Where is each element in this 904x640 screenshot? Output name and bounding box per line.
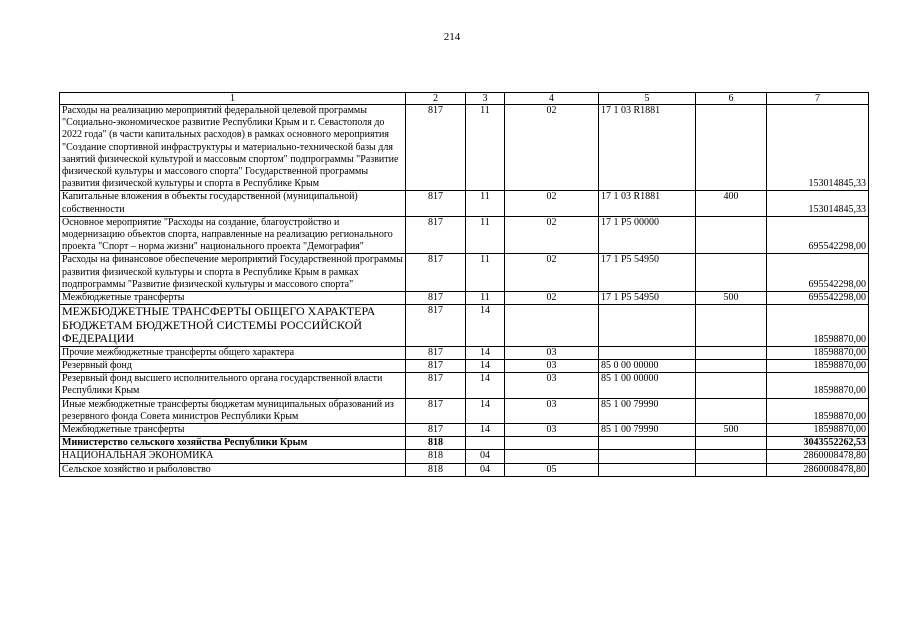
- description-cell: Резервный фонд: [60, 359, 406, 372]
- amount-cell: 18598870,00: [767, 423, 869, 436]
- section-cell: 14: [466, 346, 505, 359]
- subsection-cell: 02: [505, 216, 599, 254]
- subsection-cell: [505, 305, 599, 347]
- table-row: [60, 373, 869, 398]
- subsection-cell: 03: [505, 359, 599, 372]
- expense-type-cell: 500: [696, 292, 767, 305]
- description-cell: Расходы на финансовое обеспечение мероприятий Государственной программы развития физической культуры и спорта в Республике Крым в рамках подпрограммы "Развитие физической культуры и массового спорта": [60, 254, 406, 292]
- header-cell: 7: [767, 93, 869, 105]
- target-article-cell: [599, 437, 696, 450]
- expense-type-cell: [696, 437, 767, 450]
- description-cell: МЕЖБЮДЖЕТНЫЕ ТРАНСФЕРТЫ ОБЩЕГО ХАРАКТЕРА БЮДЖЕТАМ БЮДЖЕТНОЙ СИСТЕМЫ РОССИЙСКОЙ ФЕДЕРАЦИИ: [60, 305, 406, 347]
- ministry-code-cell: 817: [406, 191, 466, 216]
- table-row: [60, 359, 869, 372]
- amount-cell: 18598870,00: [767, 346, 869, 359]
- expense-type-cell: [696, 398, 767, 423]
- expense-type-cell: 400: [696, 191, 767, 216]
- section-cell: 14: [466, 305, 505, 347]
- table-row: [60, 216, 869, 254]
- subsection-cell: 03: [505, 346, 599, 359]
- ministry-code-cell: 817: [406, 423, 466, 436]
- header-cell: 6: [696, 93, 767, 105]
- expense-type-cell: [696, 450, 767, 463]
- description-cell: Сельское хозяйство и рыболовство: [60, 463, 406, 476]
- amount-cell: 2860008478,80: [767, 463, 869, 476]
- section-cell: 14: [466, 359, 505, 372]
- header-cell: 1: [60, 93, 406, 105]
- table-row: [60, 105, 869, 191]
- description-cell: Министерство сельского хозяйства Республики Крым: [60, 437, 406, 450]
- amount-cell: 18598870,00: [767, 373, 869, 398]
- expense-type-cell: [696, 359, 767, 372]
- ministry-code-cell: 817: [406, 346, 466, 359]
- section-cell: 14: [466, 373, 505, 398]
- subsection-cell: [505, 450, 599, 463]
- section-cell: 11: [466, 216, 505, 254]
- subsection-cell: 02: [505, 292, 599, 305]
- expense-type-cell: [696, 373, 767, 398]
- target-article-cell: 85 1 00 79990: [599, 398, 696, 423]
- ministry-code-cell: 818: [406, 450, 466, 463]
- table-row: [60, 191, 869, 216]
- table-row: [60, 398, 869, 423]
- subsection-cell: [505, 437, 599, 450]
- ministry-code-cell: 817: [406, 216, 466, 254]
- target-article-cell: [599, 346, 696, 359]
- expense-type-cell: [696, 305, 767, 347]
- table-row: [60, 450, 869, 463]
- ministry-code-cell: 817: [406, 398, 466, 423]
- amount-cell: 2860008478,80: [767, 450, 869, 463]
- table-row: [60, 292, 869, 305]
- ministry-code-cell: 818: [406, 463, 466, 476]
- description-cell: Капитальные вложения в объекты государственной (муниципальной) собственности: [60, 191, 406, 216]
- description-cell: Межбюджетные трансферты: [60, 292, 406, 305]
- expense-type-cell: [696, 463, 767, 476]
- amount-cell: 153014845,33: [767, 105, 869, 191]
- description-cell: Резервный фонд высшего исполнительного органа государственной власти Республики Крым: [60, 373, 406, 398]
- expense-type-cell: [696, 254, 767, 292]
- amount-cell: 18598870,00: [767, 305, 869, 347]
- table-row: [60, 346, 869, 359]
- amount-cell: 18598870,00: [767, 359, 869, 372]
- header-row: [60, 93, 869, 105]
- target-article-cell: 17 1 P5 54950: [599, 292, 696, 305]
- section-cell: [466, 437, 505, 450]
- target-article-cell: [599, 463, 696, 476]
- ministry-code-cell: 817: [406, 373, 466, 398]
- section-cell: 11: [466, 105, 505, 191]
- subsection-cell: 02: [505, 105, 599, 191]
- subsection-cell: 02: [505, 254, 599, 292]
- table-row: [60, 254, 869, 292]
- target-article-cell: 17 1 P5 54950: [599, 254, 696, 292]
- expense-type-cell: [696, 105, 767, 191]
- section-cell: 11: [466, 191, 505, 216]
- description-cell: Иные межбюджетные трансферты бюджетам муниципальных образований из резервного фонда Совета министров Республики Крым: [60, 398, 406, 423]
- description-cell: Основное мероприятие "Расходы на создание, благоустройство и модернизацию объектов спорта, направленные на реализацию регионального проекта "Спорт – норма жизни" национального проекта "Демография": [60, 216, 406, 254]
- target-article-cell: 85 1 00 79990: [599, 423, 696, 436]
- ministry-code-cell: 818: [406, 437, 466, 450]
- ministry-code-cell: 817: [406, 292, 466, 305]
- section-cell: 11: [466, 292, 505, 305]
- table-row: [60, 423, 869, 436]
- subsection-cell: 05: [505, 463, 599, 476]
- target-article-cell: [599, 305, 696, 347]
- description-cell: НАЦИОНАЛЬНАЯ ЭКОНОМИКА: [60, 450, 406, 463]
- section-cell: 14: [466, 423, 505, 436]
- target-article-cell: 17 1 03 R1881: [599, 105, 696, 191]
- header-cell: 5: [599, 93, 696, 105]
- header-cell: 4: [505, 93, 599, 105]
- header-cell: 3: [466, 93, 505, 105]
- amount-cell: 153014845,33: [767, 191, 869, 216]
- section-cell: 04: [466, 463, 505, 476]
- section-cell: 11: [466, 254, 505, 292]
- description-cell: Расходы на реализацию мероприятий федеральной целевой программы "Социально-экономическое развитие Республики Крым и г. Севастополя до 2022 года" (в части капитальных расходов) в рамках основного мероприятия "Создание спортивной инфраструктуры и материально-технической базы для занятий физической культурой и массовым спортом" подпрограммы "Развитие физической культуры и массового спорта" Государственной программы развития физической культуры и спорта в Республике Крым: [60, 105, 406, 191]
- target-article-cell: 85 0 00 00000: [599, 359, 696, 372]
- expense-type-cell: [696, 346, 767, 359]
- amount-cell: 695542298,00: [767, 216, 869, 254]
- description-cell: Межбюджетные трансферты: [60, 423, 406, 436]
- section-cell: 14: [466, 398, 505, 423]
- section-cell: 04: [466, 450, 505, 463]
- target-article-cell: 17 1 03 R1881: [599, 191, 696, 216]
- amount-cell: 695542298,00: [767, 254, 869, 292]
- amount-cell: 3043552262,53: [767, 437, 869, 450]
- expense-type-cell: 500: [696, 423, 767, 436]
- table-row: [60, 463, 869, 476]
- subsection-cell: 03: [505, 398, 599, 423]
- ministry-code-cell: 817: [406, 254, 466, 292]
- expense-type-cell: [696, 216, 767, 254]
- subsection-cell: 02: [505, 191, 599, 216]
- header-cell: 2: [406, 93, 466, 105]
- description-cell: Прочие межбюджетные трансферты общего характера: [60, 346, 406, 359]
- page-number: 214: [443, 31, 461, 43]
- amount-cell: 18598870,00: [767, 398, 869, 423]
- target-article-cell: 17 1 P5 00000: [599, 216, 696, 254]
- table-row: [60, 437, 869, 450]
- ministry-code-cell: 817: [406, 305, 466, 347]
- subsection-cell: 03: [505, 423, 599, 436]
- table-row: [60, 305, 869, 347]
- amount-cell: 695542298,00: [767, 292, 869, 305]
- target-article-cell: [599, 450, 696, 463]
- ministry-code-cell: 817: [406, 359, 466, 372]
- ministry-code-cell: 817: [406, 105, 466, 191]
- target-article-cell: 85 1 00 00000: [599, 373, 696, 398]
- subsection-cell: 03: [505, 373, 599, 398]
- budget-table: [59, 92, 869, 477]
